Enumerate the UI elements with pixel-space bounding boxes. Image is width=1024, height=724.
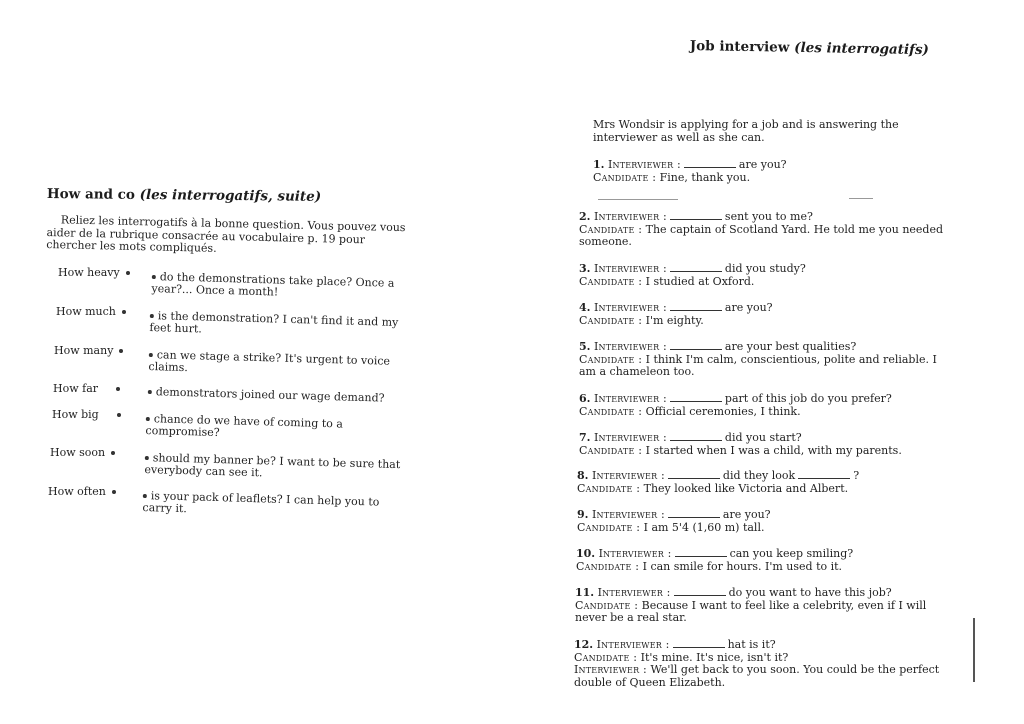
interview-item [579, 431, 949, 457]
interrogative-label: How big [52, 408, 99, 421]
candidate-line [579, 445, 949, 458]
candidate-line [575, 600, 945, 625]
answer-blank[interactable] [670, 340, 722, 350]
left-page-title [47, 186, 321, 205]
candidate-label: Candidate : [577, 520, 641, 534]
interviewer-line [579, 431, 949, 445]
closing-text: We'll get back to you soon. You could be the perfect double of Queen Elizabeth. [574, 663, 940, 689]
answer-blank[interactable] [670, 262, 722, 272]
bullet-icon [119, 349, 123, 353]
interviewer-label: Interviewer : [607, 158, 681, 171]
bullet-icon [150, 314, 154, 318]
answer-text: It's mine. It's nice, isn't it? [640, 650, 789, 664]
item-number: 8. [577, 469, 589, 482]
interrogative-label: How much [56, 305, 116, 318]
item-number: 4. [579, 301, 591, 314]
candidate-label: Candidate : [577, 481, 641, 495]
answer-text: The captain of Scotland Yard. He told me you needed someone. [579, 222, 944, 248]
item-number: 6. [579, 392, 591, 405]
interrogative-label: How many [54, 344, 114, 357]
item-number: 10. [576, 547, 596, 560]
interrogative-label: How heavy [58, 266, 120, 279]
interviewer-line [579, 340, 949, 354]
interrogative-item[interactable] [53, 382, 120, 395]
candidate-label: Candidate : [579, 443, 643, 457]
bullet-icon [126, 271, 130, 275]
candidate-label: Candidate : [579, 313, 643, 327]
question-text: demonstrators joined our wage demand? [155, 385, 385, 405]
item-number: 5. [579, 340, 591, 353]
candidate-label: Candidate : [574, 650, 638, 664]
bullet-icon [143, 494, 147, 498]
interviewer-line [575, 586, 945, 600]
interrogative-item[interactable] [56, 305, 126, 318]
interrogative-label: How often [48, 485, 106, 498]
item-number: 11. [575, 586, 595, 599]
candidate-line [577, 483, 947, 496]
answer-blank[interactable] [673, 638, 725, 648]
interviewer-label: Interviewer : [591, 508, 665, 521]
question-text: is your pack of leaflets? I can help you to carry it. [142, 489, 380, 516]
divider [598, 199, 678, 200]
interview-item [579, 210, 949, 249]
interviewer-label: Interviewer : [593, 392, 667, 405]
bullet-icon [112, 490, 116, 494]
interviewer-line [593, 158, 963, 172]
interviewer-line [579, 210, 949, 224]
interviewer-label: Interviewer : [593, 210, 667, 223]
item-number: 3. [579, 262, 591, 275]
bullet-icon [111, 451, 115, 455]
answer-blank[interactable] [675, 547, 727, 557]
item-number: 12. [574, 638, 594, 651]
answer-blank[interactable] [670, 210, 722, 220]
exercise-description: Mrs Wondsir is applying for a job and is answering the interviewer as well as she can. [593, 118, 899, 144]
question-text: chance do we have of coming to a compromise? [145, 412, 344, 440]
candidate-line [579, 354, 949, 379]
interviewer-line [574, 638, 944, 652]
interviewer-label: Interviewer : [598, 547, 672, 560]
interview-item [593, 158, 963, 184]
item-number: 9. [577, 508, 589, 521]
question-text: are you? [722, 508, 771, 521]
bullet-icon [146, 417, 150, 421]
answer-text: I'm eighty. [645, 313, 704, 327]
question-text: did they look [722, 469, 796, 482]
interviewer-label: Interviewer : [593, 431, 667, 444]
question-text: are you? [724, 301, 773, 314]
interviewer-line [576, 547, 946, 561]
interviewer-label: Interviewer : [593, 301, 667, 314]
interrogative-item[interactable] [52, 408, 121, 421]
question-text: part of this job do you prefer? [724, 392, 892, 405]
interviewer-line [579, 262, 949, 276]
candidate-label: Candidate : [579, 404, 643, 418]
candidate-line [579, 406, 949, 419]
answer-blank[interactable] [674, 586, 726, 596]
candidate-label: Candidate : [593, 170, 657, 184]
answer-text: They looked like Victoria and Albert. [643, 481, 849, 495]
question-text: are your best qualities? [724, 340, 857, 353]
title-main: Job interview [689, 38, 790, 56]
interviewer-line [579, 301, 949, 315]
answer-text: I started when I was a child, with my parents. [645, 443, 902, 457]
interrogative-item[interactable] [54, 344, 123, 357]
interview-item [579, 262, 949, 288]
question-tail: ? [853, 469, 860, 482]
answer-text: Because I want to feel like a celebrity, even if I will never be a real star. [575, 598, 927, 624]
answer-text: I am 5'4 (1,60 m) tall. [643, 520, 765, 534]
question-text: can we stage a strike? It's urgent to voice claims. [148, 348, 391, 375]
candidate-label: Candidate : [576, 559, 640, 573]
interview-item [575, 586, 945, 625]
interviewer-line [577, 508, 947, 522]
answer-text: Fine, thank you. [659, 170, 751, 184]
title-italic: (les interrogatifs, suite) [139, 186, 322, 205]
candidate-line [577, 522, 947, 535]
candidate-line [579, 224, 949, 249]
interrogative-label: How far [53, 382, 99, 395]
answer-text: I studied at Oxford. [645, 274, 755, 288]
bullet-icon [116, 387, 120, 391]
interviewer-line [577, 469, 947, 483]
answer-blank[interactable] [668, 469, 720, 479]
interviewer-label: Interviewer : [591, 469, 665, 482]
interrogative-label: How soon [50, 446, 106, 459]
question-text: do the demonstrations take place? Once a year?... Once a month! [151, 270, 395, 299]
interview-item [579, 340, 949, 379]
candidate-line [579, 315, 949, 328]
interrogative-item[interactable] [58, 266, 130, 279]
interview-item [577, 469, 947, 495]
item-number: 2. [579, 210, 591, 223]
answer-blank[interactable] [670, 301, 722, 311]
answer-blank[interactable] [684, 158, 736, 168]
interviewer-label: Interviewer : [596, 638, 670, 651]
answer-text: Official ceremonies, I think. [645, 404, 801, 418]
interview-item [576, 547, 946, 573]
question-text: sent you to me? [724, 210, 813, 223]
answer-blank[interactable] [668, 508, 720, 518]
item-number: 7. [579, 431, 591, 444]
answer-text: I think I'm calm, conscientious, polite and reliable. I am a chameleon too. [579, 352, 937, 378]
item-number: 1. [593, 158, 605, 171]
question-text: did you start? [724, 431, 802, 444]
bullet-icon [145, 456, 149, 460]
answer-blank[interactable] [670, 392, 722, 402]
bullet-icon [152, 275, 156, 279]
interviewer-label: Interviewer : [574, 663, 647, 676]
interviewer-line [579, 392, 949, 406]
title-main: How and co [46, 186, 136, 203]
question-text: can you keep smiling? [729, 547, 854, 560]
bullet-icon [149, 353, 153, 357]
interviewer-label: Interviewer : [593, 340, 667, 353]
candidate-line [579, 276, 949, 289]
interview-item [577, 508, 947, 534]
margin-line [973, 618, 975, 682]
title-italic: (les interrogatifs) [794, 39, 930, 59]
candidate-label: Candidate : [575, 598, 639, 612]
interviewer-closing-line [574, 664, 944, 689]
instructions: Reliez les interrogatifs à la bonne question. Vous pouvez vous aider de la rubrique consacrée au vocabulaire p. 19 pour chercher les mots compliqués. [46, 213, 406, 255]
interview-item [579, 301, 949, 327]
interrogative-item[interactable] [50, 446, 115, 459]
interrogative-item[interactable] [48, 485, 116, 498]
bullet-icon [117, 413, 121, 417]
candidate-line [576, 561, 946, 574]
interview-item [574, 638, 944, 689]
question-text: is the demonstration? I can't find it and my feet hurt. [149, 309, 399, 336]
question-text: should my banner be? I want to be sure that everybody can see it. [144, 451, 401, 480]
question-text: hat is it? [727, 638, 776, 651]
answer-blank[interactable] [670, 431, 722, 441]
divider [849, 198, 873, 199]
answer-text: I can smile for hours. I'm used to it. [642, 559, 843, 573]
candidate-label: Candidate : [579, 222, 643, 236]
question-text: are you? [738, 158, 787, 171]
candidate-label: Candidate : [579, 352, 643, 366]
candidate-line [593, 172, 963, 185]
candidate-label: Candidate : [579, 274, 643, 288]
interview-item [579, 392, 949, 418]
question-text: did you study? [724, 262, 806, 275]
interviewer-label: Interviewer : [593, 262, 667, 275]
answer-blank[interactable] [798, 469, 850, 479]
bullet-icon [122, 310, 126, 314]
interviewer-label: Interviewer : [597, 586, 671, 599]
question-text: do you want to have this job? [728, 586, 892, 599]
bullet-icon [148, 390, 152, 394]
